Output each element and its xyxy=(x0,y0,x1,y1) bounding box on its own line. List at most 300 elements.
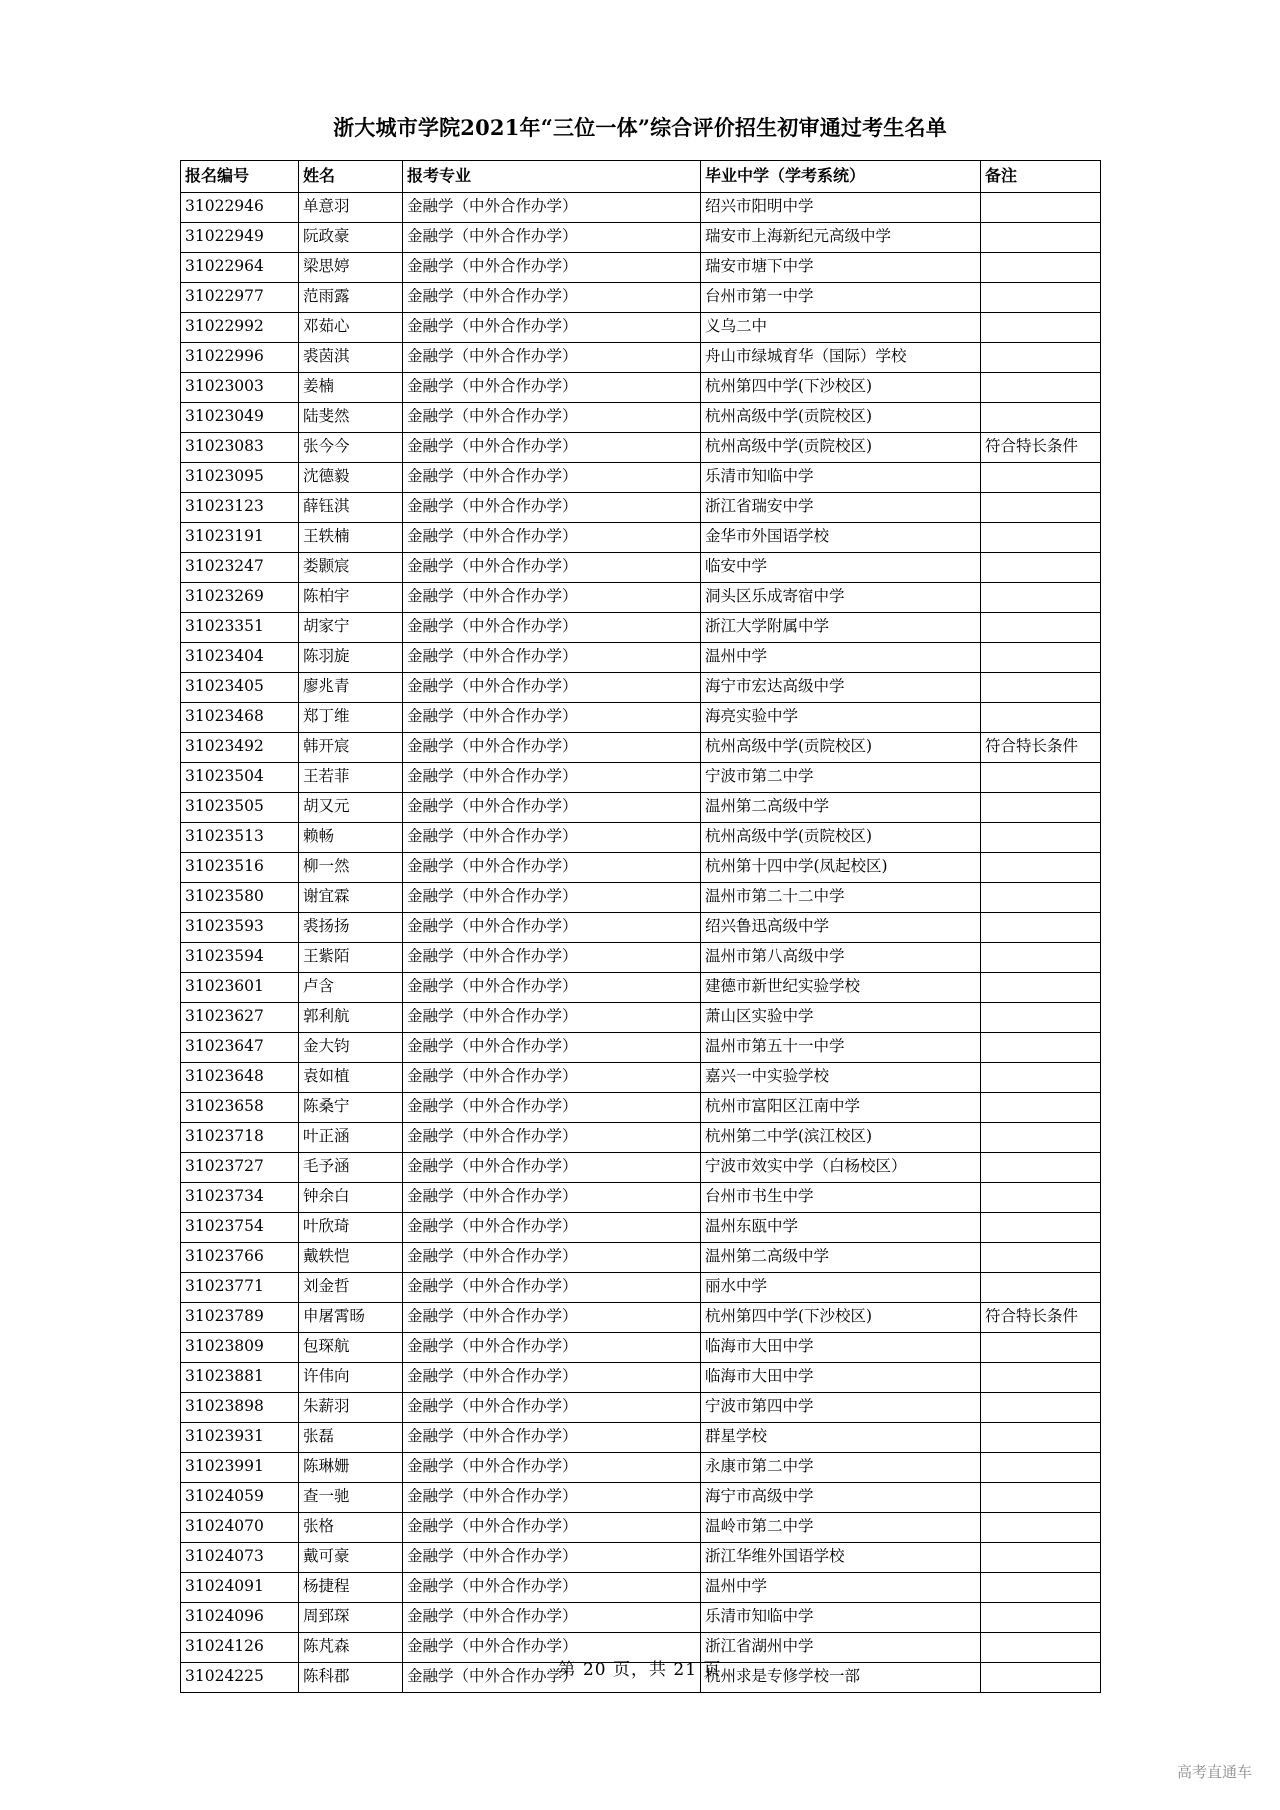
table-row xyxy=(181,553,1101,583)
cell-id: 31023754 xyxy=(181,1213,299,1243)
cell-remark xyxy=(981,1513,1101,1543)
cell-id: 31023766 xyxy=(181,1243,299,1273)
cell-name: 查一驰 xyxy=(299,1483,403,1513)
cell-name: 赖畅 xyxy=(299,823,403,853)
cell-id: 31023468 xyxy=(181,703,299,733)
cell-school: 浙江大学附属中学 xyxy=(701,613,981,643)
cell-remark xyxy=(981,853,1101,883)
cell-id: 31023734 xyxy=(181,1183,299,1213)
cell-school: 宁波市第二中学 xyxy=(701,763,981,793)
cell-id: 31023123 xyxy=(181,493,299,523)
cell-remark xyxy=(981,523,1101,553)
cell-major: 金融学（中外合作办学） xyxy=(403,1603,701,1633)
cell-remark xyxy=(981,373,1101,403)
cell-major: 金融学（中外合作办学） xyxy=(403,883,701,913)
cell-major: 金融学（中外合作办学） xyxy=(403,1213,701,1243)
cell-school: 金华市外国语学校 xyxy=(701,523,981,553)
cell-major: 金融学（中外合作办学） xyxy=(403,853,701,883)
cell-name: 钟余白 xyxy=(299,1183,403,1213)
cell-remark xyxy=(981,913,1101,943)
cell-name: 郭利航 xyxy=(299,1003,403,1033)
column-header-id: 报名编号 xyxy=(181,161,299,193)
cell-school: 海亮实验中学 xyxy=(701,703,981,733)
table-row xyxy=(181,1183,1101,1213)
cell-school: 绍兴市阳明中学 xyxy=(701,193,981,223)
cell-name: 王轶楠 xyxy=(299,523,403,553)
cell-name: 陈柏宇 xyxy=(299,583,403,613)
column-header-school: 毕业中学（学考系统） xyxy=(701,161,981,193)
cell-school: 宁波市第四中学 xyxy=(701,1393,981,1423)
cell-remark xyxy=(981,763,1101,793)
cell-remark xyxy=(981,463,1101,493)
cell-remark xyxy=(981,1573,1101,1603)
table-row xyxy=(181,193,1101,223)
cell-remark xyxy=(981,1423,1101,1453)
cell-name: 申屠霄旸 xyxy=(299,1303,403,1333)
cell-school: 浙江华维外国语学校 xyxy=(701,1543,981,1573)
cell-school: 杭州高级中学(贡院校区) xyxy=(701,403,981,433)
cell-remark xyxy=(981,673,1101,703)
table-row xyxy=(181,883,1101,913)
cell-major: 金融学（中外合作办学） xyxy=(403,733,701,763)
cell-major: 金融学（中外合作办学） xyxy=(403,1303,701,1333)
cell-remark xyxy=(981,283,1101,313)
table-row xyxy=(181,763,1101,793)
column-header-major: 报考专业 xyxy=(403,161,701,193)
cell-id: 31024225 xyxy=(181,1663,299,1693)
cell-school: 杭州第二中学(滨江校区) xyxy=(701,1123,981,1153)
table-row xyxy=(181,523,1101,553)
cell-id: 31023492 xyxy=(181,733,299,763)
cell-id: 31022946 xyxy=(181,193,299,223)
cell-id: 31023516 xyxy=(181,853,299,883)
table-row xyxy=(181,1093,1101,1123)
cell-remark xyxy=(981,1243,1101,1273)
cell-remark: 符合特长条件 xyxy=(981,433,1101,463)
cell-name: 叶欣琦 xyxy=(299,1213,403,1243)
roster-table xyxy=(180,160,1101,1693)
cell-school: 瑞安市塘下中学 xyxy=(701,253,981,283)
cell-id: 31023083 xyxy=(181,433,299,463)
cell-id: 31023881 xyxy=(181,1363,299,1393)
table-row xyxy=(181,1603,1101,1633)
cell-name: 陈琳姗 xyxy=(299,1453,403,1483)
cell-id: 31023991 xyxy=(181,1453,299,1483)
cell-school: 杭州市富阳区江南中学 xyxy=(701,1093,981,1123)
cell-school: 临海市大田中学 xyxy=(701,1333,981,1363)
cell-id: 31023593 xyxy=(181,913,299,943)
cell-school: 嘉兴一中实验学校 xyxy=(701,1063,981,1093)
cell-remark xyxy=(981,1393,1101,1423)
cell-id: 31023601 xyxy=(181,973,299,1003)
cell-id: 31024073 xyxy=(181,1543,299,1573)
table-row xyxy=(181,1573,1101,1603)
cell-school: 台州市书生中学 xyxy=(701,1183,981,1213)
cell-name: 叶正涵 xyxy=(299,1123,403,1153)
table-row xyxy=(181,1453,1101,1483)
cell-remark xyxy=(981,343,1101,373)
cell-major: 金融学（中外合作办学） xyxy=(403,1543,701,1573)
cell-major: 金融学（中外合作办学） xyxy=(403,823,701,853)
cell-name: 包琛航 xyxy=(299,1333,403,1363)
cell-name: 胡又元 xyxy=(299,793,403,823)
cell-name: 戴可豪 xyxy=(299,1543,403,1573)
cell-school: 洞头区乐成寄宿中学 xyxy=(701,583,981,613)
cell-major: 金融学（中外合作办学） xyxy=(403,1063,701,1093)
cell-remark xyxy=(981,793,1101,823)
cell-school: 乐清市知临中学 xyxy=(701,463,981,493)
cell-school: 温岭市第二中学 xyxy=(701,1513,981,1543)
cell-id: 31024096 xyxy=(181,1603,299,1633)
cell-id: 31023404 xyxy=(181,643,299,673)
cell-remark xyxy=(981,1063,1101,1093)
cell-id: 31023580 xyxy=(181,883,299,913)
cell-id: 31023513 xyxy=(181,823,299,853)
cell-name: 范雨露 xyxy=(299,283,403,313)
cell-major: 金融学（中外合作办学） xyxy=(403,1393,701,1423)
cell-major: 金融学（中外合作办学） xyxy=(403,1573,701,1603)
cell-id: 31023627 xyxy=(181,1003,299,1033)
table-row xyxy=(181,1423,1101,1453)
cell-id: 31024126 xyxy=(181,1633,299,1663)
cell-remark xyxy=(981,1003,1101,1033)
cell-id: 31023931 xyxy=(181,1423,299,1453)
roster-table-container xyxy=(180,160,1100,1693)
cell-major: 金融学（中外合作办学） xyxy=(403,463,701,493)
cell-name: 王紫陌 xyxy=(299,943,403,973)
cell-major: 金融学（中外合作办学） xyxy=(403,223,701,253)
cell-major: 金融学（中外合作办学） xyxy=(403,403,701,433)
cell-remark xyxy=(981,643,1101,673)
cell-major: 金融学（中外合作办学） xyxy=(403,1483,701,1513)
cell-remark: 符合特长条件 xyxy=(981,733,1101,763)
cell-remark xyxy=(981,403,1101,433)
cell-name: 阮政豪 xyxy=(299,223,403,253)
cell-major: 金融学（中外合作办学） xyxy=(403,1123,701,1153)
cell-school: 宁波市效实中学（白杨校区） xyxy=(701,1153,981,1183)
cell-school: 浙江省湖州中学 xyxy=(701,1633,981,1663)
table-row xyxy=(181,733,1101,763)
cell-major: 金融学（中外合作办学） xyxy=(403,973,701,1003)
cell-major: 金融学（中外合作办学） xyxy=(403,1453,701,1483)
cell-major: 金融学（中外合作办学） xyxy=(403,1333,701,1363)
cell-remark xyxy=(981,613,1101,643)
cell-remark xyxy=(981,553,1101,583)
cell-name: 陈科郡 xyxy=(299,1663,403,1693)
table-row xyxy=(181,1033,1101,1063)
cell-id: 31023095 xyxy=(181,463,299,493)
cell-remark xyxy=(981,493,1101,523)
table-row xyxy=(181,583,1101,613)
cell-id: 31023191 xyxy=(181,523,299,553)
cell-school: 温州市第八高级中学 xyxy=(701,943,981,973)
cell-id: 31023049 xyxy=(181,403,299,433)
cell-major: 金融学（中外合作办学） xyxy=(403,313,701,343)
cell-id: 31023658 xyxy=(181,1093,299,1123)
cell-school: 杭州第十四中学(凤起校区) xyxy=(701,853,981,883)
table-row xyxy=(181,913,1101,943)
table-row xyxy=(181,1123,1101,1153)
cell-remark xyxy=(981,313,1101,343)
cell-school: 温州中学 xyxy=(701,1573,981,1603)
table-row xyxy=(181,1003,1101,1033)
cell-name: 金大钧 xyxy=(299,1033,403,1063)
cell-major: 金融学（中外合作办学） xyxy=(403,1633,701,1663)
cell-name: 周郅琛 xyxy=(299,1603,403,1633)
cell-name: 廖兆青 xyxy=(299,673,403,703)
cell-major: 金融学（中外合作办学） xyxy=(403,1093,701,1123)
table-row xyxy=(181,313,1101,343)
cell-name: 谢宜霖 xyxy=(299,883,403,913)
cell-school: 舟山市绿城育华（国际）学校 xyxy=(701,343,981,373)
table-row xyxy=(181,403,1101,433)
cell-name: 梁思婷 xyxy=(299,253,403,283)
cell-remark xyxy=(981,703,1101,733)
cell-remark xyxy=(981,1543,1101,1573)
cell-school: 台州市第一中学 xyxy=(701,283,981,313)
cell-remark xyxy=(981,943,1101,973)
cell-school: 杭州求是专修学校一部 xyxy=(701,1663,981,1693)
cell-id: 31023647 xyxy=(181,1033,299,1063)
cell-remark xyxy=(981,1183,1101,1213)
cell-school: 温州市第二十二中学 xyxy=(701,883,981,913)
cell-id: 31024059 xyxy=(181,1483,299,1513)
cell-name: 娄颢宸 xyxy=(299,553,403,583)
cell-id: 31023505 xyxy=(181,793,299,823)
cell-major: 金融学（中外合作办学） xyxy=(403,1003,701,1033)
column-header-name: 姓名 xyxy=(299,161,403,193)
cell-id: 31023898 xyxy=(181,1393,299,1423)
cell-id: 31022996 xyxy=(181,343,299,373)
table-row xyxy=(181,1483,1101,1513)
cell-id: 31023771 xyxy=(181,1273,299,1303)
cell-name: 陈芃森 xyxy=(299,1633,403,1663)
table-row xyxy=(181,643,1101,673)
table-row xyxy=(181,1513,1101,1543)
cell-name: 张格 xyxy=(299,1513,403,1543)
cell-school: 海宁市高级中学 xyxy=(701,1483,981,1513)
cell-major: 金融学（中外合作办学） xyxy=(403,553,701,583)
cell-major: 金融学（中外合作办学） xyxy=(403,343,701,373)
cell-name: 杨捷程 xyxy=(299,1573,403,1603)
cell-remark: 符合特长条件 xyxy=(981,1303,1101,1333)
cell-major: 金融学（中外合作办学） xyxy=(403,943,701,973)
cell-major: 金融学（中外合作办学） xyxy=(403,583,701,613)
table-row xyxy=(181,1393,1101,1423)
cell-major: 金融学（中外合作办学） xyxy=(403,1513,701,1543)
cell-remark xyxy=(981,1093,1101,1123)
cell-school: 杭州第四中学(下沙校区) xyxy=(701,1303,981,1333)
cell-id: 31023504 xyxy=(181,763,299,793)
table-row xyxy=(181,283,1101,313)
cell-school: 永康市第二中学 xyxy=(701,1453,981,1483)
cell-id: 31023594 xyxy=(181,943,299,973)
cell-school: 杭州高级中学(贡院校区) xyxy=(701,733,981,763)
table-row xyxy=(181,943,1101,973)
cell-id: 31024091 xyxy=(181,1573,299,1603)
cell-name: 邓茹心 xyxy=(299,313,403,343)
table-row xyxy=(181,1543,1101,1573)
cell-major: 金融学（中外合作办学） xyxy=(403,613,701,643)
cell-school: 杭州高级中学(贡院校区) xyxy=(701,433,981,463)
table-row xyxy=(181,823,1101,853)
cell-name: 朱薪羽 xyxy=(299,1393,403,1423)
cell-major: 金融学（中外合作办学） xyxy=(403,523,701,553)
cell-school: 温州市第五十一中学 xyxy=(701,1033,981,1063)
cell-school: 萧山区实验中学 xyxy=(701,1003,981,1033)
cell-remark xyxy=(981,1273,1101,1303)
cell-remark xyxy=(981,823,1101,853)
cell-school: 绍兴鲁迅高级中学 xyxy=(701,913,981,943)
table-row xyxy=(181,463,1101,493)
cell-id: 31022977 xyxy=(181,283,299,313)
cell-remark xyxy=(981,1363,1101,1393)
cell-major: 金融学（中外合作办学） xyxy=(403,1153,701,1183)
table-row xyxy=(181,493,1101,523)
table-row xyxy=(181,1303,1101,1333)
cell-major: 金融学（中外合作办学） xyxy=(403,703,701,733)
cell-major: 金融学（中外合作办学） xyxy=(403,283,701,313)
table-header-row xyxy=(181,161,1101,193)
cell-remark xyxy=(981,223,1101,253)
cell-school: 群星学校 xyxy=(701,1423,981,1453)
cell-major: 金融学（中外合作办学） xyxy=(403,1183,701,1213)
table-row xyxy=(181,1273,1101,1303)
cell-remark xyxy=(981,883,1101,913)
cell-major: 金融学（中外合作办学） xyxy=(403,673,701,703)
cell-name: 单意羽 xyxy=(299,193,403,223)
table-row xyxy=(181,703,1101,733)
table-row xyxy=(181,433,1101,463)
cell-name: 姜楠 xyxy=(299,373,403,403)
cell-id: 31023789 xyxy=(181,1303,299,1333)
cell-major: 金融学（中外合作办学） xyxy=(403,373,701,403)
cell-name: 张今今 xyxy=(299,433,403,463)
cell-major: 金融学（中外合作办学） xyxy=(403,1363,701,1393)
cell-name: 毛予涵 xyxy=(299,1153,403,1183)
cell-name: 刘金哲 xyxy=(299,1273,403,1303)
cell-id: 31022964 xyxy=(181,253,299,283)
watermark-label: 高考直通车 xyxy=(1176,1763,1252,1781)
cell-school: 杭州第四中学(下沙校区) xyxy=(701,373,981,403)
cell-remark xyxy=(981,1453,1101,1483)
cell-name: 裘扬扬 xyxy=(299,913,403,943)
cell-id: 31023351 xyxy=(181,613,299,643)
column-header-remark: 备注 xyxy=(981,161,1101,193)
cell-school: 温州东瓯中学 xyxy=(701,1213,981,1243)
cell-name: 柳一然 xyxy=(299,853,403,883)
cell-remark xyxy=(981,193,1101,223)
cell-remark xyxy=(981,1153,1101,1183)
cell-name: 陆斐然 xyxy=(299,403,403,433)
cell-school: 丽水中学 xyxy=(701,1273,981,1303)
table-row xyxy=(181,343,1101,373)
cell-school: 临安中学 xyxy=(701,553,981,583)
table-row xyxy=(181,223,1101,253)
cell-school: 瑞安市上海新纪元高级中学 xyxy=(701,223,981,253)
cell-name: 韩开宸 xyxy=(299,733,403,763)
cell-remark xyxy=(981,1333,1101,1363)
table-row xyxy=(181,373,1101,403)
cell-name: 王若菲 xyxy=(299,763,403,793)
cell-major: 金融学（中外合作办学） xyxy=(403,913,701,943)
cell-id: 31023727 xyxy=(181,1153,299,1183)
cell-school: 义乌二中 xyxy=(701,313,981,343)
table-row xyxy=(181,1333,1101,1363)
cell-id: 31022949 xyxy=(181,223,299,253)
table-body xyxy=(181,193,1101,1693)
cell-remark xyxy=(981,1483,1101,1513)
table-row xyxy=(181,673,1101,703)
cell-remark xyxy=(981,973,1101,1003)
cell-major: 金融学（中外合作办学） xyxy=(403,1243,701,1273)
cell-id: 31023003 xyxy=(181,373,299,403)
cell-school: 温州中学 xyxy=(701,643,981,673)
cell-id: 31023648 xyxy=(181,1063,299,1093)
cell-id: 31023405 xyxy=(181,673,299,703)
table-row xyxy=(181,1243,1101,1273)
table-row xyxy=(181,1213,1101,1243)
cell-name: 郑丁维 xyxy=(299,703,403,733)
cell-school: 建德市新世纪实验学校 xyxy=(701,973,981,1003)
cell-name: 裘茵淇 xyxy=(299,343,403,373)
cell-id: 31024070 xyxy=(181,1513,299,1543)
cell-remark xyxy=(981,1603,1101,1633)
cell-major: 金融学（中外合作办学） xyxy=(403,193,701,223)
cell-major: 金融学（中外合作办学） xyxy=(403,763,701,793)
table-row xyxy=(181,1063,1101,1093)
cell-school: 临海市大田中学 xyxy=(701,1363,981,1393)
table-row xyxy=(181,1153,1101,1183)
cell-id: 31023718 xyxy=(181,1123,299,1153)
table-row xyxy=(181,793,1101,823)
cell-major: 金融学（中外合作办学） xyxy=(403,1273,701,1303)
cell-name: 胡家宁 xyxy=(299,613,403,643)
cell-name: 陈羽旋 xyxy=(299,643,403,673)
cell-remark xyxy=(981,1123,1101,1153)
cell-name: 卢含 xyxy=(299,973,403,1003)
cell-name: 许伟向 xyxy=(299,1363,403,1393)
cell-name: 沈德毅 xyxy=(299,463,403,493)
cell-id: 31023269 xyxy=(181,583,299,613)
cell-remark xyxy=(981,253,1101,283)
cell-remark xyxy=(981,1213,1101,1243)
cell-major: 金融学（中外合作办学） xyxy=(403,1033,701,1063)
table-row xyxy=(181,1363,1101,1393)
table-header xyxy=(181,161,1101,193)
cell-id: 31023247 xyxy=(181,553,299,583)
cell-major: 金融学（中外合作办学） xyxy=(403,253,701,283)
cell-major: 金融学（中外合作办学） xyxy=(403,1423,701,1453)
cell-major: 金融学（中外合作办学） xyxy=(403,493,701,523)
table-row xyxy=(181,973,1101,1003)
cell-name: 袁如植 xyxy=(299,1063,403,1093)
table-row xyxy=(181,613,1101,643)
table-row xyxy=(181,853,1101,883)
cell-school: 乐清市知临中学 xyxy=(701,1603,981,1633)
cell-school: 海宁市宏达高级中学 xyxy=(701,673,981,703)
table-row xyxy=(181,253,1101,283)
cell-id: 31023809 xyxy=(181,1333,299,1363)
cell-major: 金融学（中外合作办学） xyxy=(403,643,701,673)
page-number-footer: 第 20 页，共 21 页 xyxy=(558,1660,722,1680)
cell-school: 温州第二高级中学 xyxy=(701,793,981,823)
cell-name: 陈桑宁 xyxy=(299,1093,403,1123)
cell-remark xyxy=(981,1033,1101,1063)
page-title: 浙大城市学院2021年“三位一体”综合评价招生初审通过考生名单 xyxy=(333,115,947,140)
cell-major: 金融学（中外合作办学） xyxy=(403,793,701,823)
cell-school: 杭州高级中学(贡院校区) xyxy=(701,823,981,853)
